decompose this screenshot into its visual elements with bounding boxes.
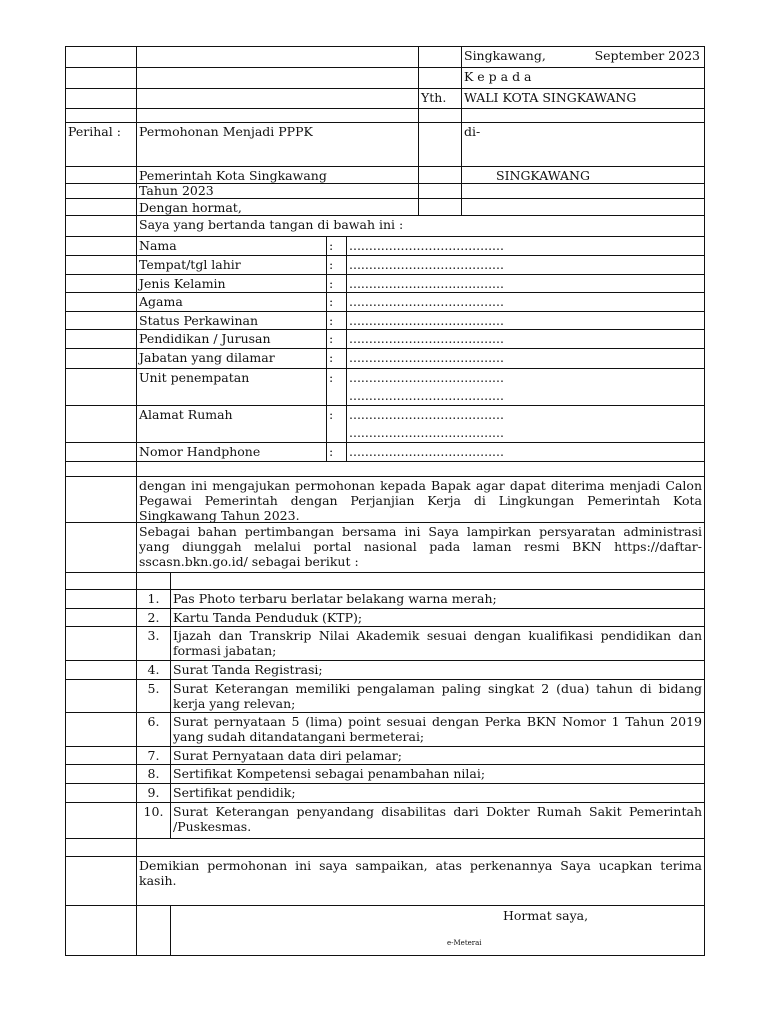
- header-left-cell: [65, 67, 137, 89]
- blank-left: [65, 236, 137, 256]
- yth-cell: Yth.: [418, 88, 462, 109]
- attachment-number: 3.: [136, 626, 171, 661]
- header-middle-cell: [136, 88, 419, 109]
- attachment-item: Surat Pernyataan data diri pelamar;: [170, 746, 705, 765]
- header-middle-cell: [136, 122, 419, 167]
- field-value: [346, 292, 705, 312]
- attachment-number: 10.: [136, 802, 171, 839]
- field-label: Nama: [136, 236, 327, 256]
- place: Singkawang,: [464, 48, 546, 63]
- blank-left: [65, 679, 137, 713]
- dotted-line: .......................................: [349, 350, 504, 365]
- blank-left: [65, 802, 137, 839]
- attachment-item: Sertifikat Kompetensi sebagai penambahan nilai;: [170, 764, 705, 784]
- subject-line: Permohonan Menjadi PPPK: [139, 124, 313, 139]
- field-label: Agama: [136, 292, 327, 312]
- field-value: [346, 405, 705, 443]
- blank-left: [65, 572, 137, 590]
- subject-line: Tahun 2023: [139, 183, 214, 198]
- attachment-number: 5.: [136, 679, 171, 713]
- subject-line: Pemerintah Kota Singkawang: [139, 168, 327, 183]
- blank-left: [65, 461, 137, 477]
- attachment-item: Pas Photo terbaru berlatar belakang warna merah;: [170, 589, 705, 609]
- header-left-cell: [65, 88, 137, 109]
- blank-left: [65, 368, 137, 406]
- header-middle-cell: [136, 46, 419, 68]
- header-right-cell: [461, 166, 705, 184]
- request-paragraph: dengan ini mengajukan permohonan kepada Bapak agar dapat diterima menjadi Calon Pegawai Pemerintah dengan Perjanjian Kerja di Lingkungan Pemerintah Kota Singkawang Tahun 2023.: [136, 476, 705, 523]
- header-left-cell: Perihal :: [65, 122, 137, 167]
- closing-paragraph: Demikian permohonan ini saya sampaikan, atas perkenannya Saya ucapkan terima kasih.: [136, 856, 705, 906]
- blank-num: [136, 905, 171, 956]
- dotted-line: .......................................: [349, 370, 504, 385]
- header-middle-cell: [136, 108, 419, 123]
- attachment-item: Surat Keterangan memiliki pengalaman paling singkat 2 (dua) tahun di bidang kerja yang relevan;: [170, 679, 705, 713]
- blank-left: [65, 856, 137, 906]
- header-right-cell: di-: [461, 122, 705, 167]
- blank-left: [65, 626, 137, 661]
- field-colon: :: [326, 274, 347, 293]
- dotted-line: .......................................: [349, 331, 504, 346]
- blank-left: [65, 255, 137, 275]
- field-colon: :: [326, 236, 347, 256]
- dotted-line: .......................................: [349, 313, 504, 328]
- field-value: [346, 255, 705, 275]
- attachment-number: 6.: [136, 712, 171, 747]
- blank-left: [65, 660, 137, 680]
- subject-line: Dengan hormat,: [139, 200, 242, 215]
- field-label: Jenis Kelamin: [136, 274, 327, 293]
- yth-cell: [418, 122, 462, 167]
- blank-left: [65, 838, 137, 857]
- field-value: [346, 236, 705, 256]
- field-colon: :: [326, 405, 347, 443]
- signature-area: [170, 905, 705, 956]
- yth-cell: [418, 108, 462, 123]
- attachment-number: 8.: [136, 764, 171, 784]
- header-middle-cell: [136, 67, 419, 89]
- field-label: Nomor Handphone: [136, 442, 327, 462]
- yth-cell: [418, 198, 462, 216]
- yth-cell: [418, 183, 462, 199]
- header-right-cell: [461, 46, 705, 68]
- field-colon: :: [326, 442, 347, 462]
- attachment-item: Surat Keterangan penyandang disabilitas dari Dokter Rumah Sakit Pemerintah /Puskesmas.: [170, 802, 705, 839]
- attachment-number: 2.: [136, 608, 171, 627]
- yth-cell: [418, 166, 462, 184]
- blank-row: [136, 838, 705, 857]
- blank-left: [65, 746, 137, 765]
- field-value: [346, 274, 705, 293]
- header-middle-cell: [136, 198, 419, 216]
- yth-cell: [418, 67, 462, 89]
- dotted-line: .......................................: [349, 388, 504, 403]
- field-value: [346, 442, 705, 462]
- blank-left: [65, 608, 137, 627]
- blank-left: [65, 274, 137, 293]
- header-left-cell: [65, 183, 137, 199]
- field-value: [346, 368, 705, 406]
- blank-left: [65, 348, 137, 369]
- header-left-cell: [65, 198, 137, 216]
- blank-left: [65, 442, 137, 462]
- dotted-line: .......................................: [349, 257, 504, 272]
- blank-left: [65, 215, 137, 237]
- field-colon: :: [326, 292, 347, 312]
- attachment-number: 7.: [136, 746, 171, 765]
- attachment-item: Surat pernyataan 5 (lima) point sesuai dengan Perka BKN Nomor 1 Tahun 2019 yang sudah ditandatangani bermeterai;: [170, 712, 705, 747]
- field-label: Status Perkawinan: [136, 311, 327, 330]
- field-colon: :: [326, 329, 347, 349]
- e-meterai-label: e-Meterai: [447, 939, 482, 947]
- blank-left: [65, 712, 137, 747]
- field-label: Pendidikan / Jurusan: [136, 329, 327, 349]
- attachment-item: Ijazah dan Transkrip Nilai Akademik sesuai dengan kualifikasi pendidikan dan formasi jabatan;: [170, 626, 705, 661]
- header-left-cell: [65, 46, 137, 68]
- field-label: Jabatan yang dilamar: [136, 348, 327, 369]
- dotted-line: .......................................: [349, 407, 504, 422]
- header-right-cell: K e p a d a: [461, 67, 705, 89]
- blank-num: [136, 572, 171, 590]
- header-left-cell: [65, 108, 137, 123]
- blank-row: [170, 572, 705, 590]
- dotted-line: .......................................: [349, 444, 504, 459]
- yth-cell: [418, 46, 462, 68]
- field-label: Alamat Rumah: [136, 405, 327, 443]
- dotted-line: .......................................: [349, 238, 504, 253]
- blank-left: [65, 476, 137, 523]
- attachment-item: Sertifikat pendidik;: [170, 783, 705, 803]
- field-colon: :: [326, 311, 347, 330]
- field-label: Unit penempatan: [136, 368, 327, 406]
- header-left-cell: [65, 166, 137, 184]
- field-colon: :: [326, 368, 347, 406]
- header-middle-cell: [136, 166, 419, 198]
- field-colon: :: [326, 255, 347, 275]
- field-value: [346, 329, 705, 349]
- field-value: [346, 311, 705, 330]
- blank-left: [65, 311, 137, 330]
- blank-left: [65, 329, 137, 349]
- attachment-item: Surat Tanda Registrasi;: [170, 660, 705, 680]
- dotted-line: .......................................: [349, 294, 504, 309]
- blank-left: [65, 783, 137, 803]
- city: SINGKAWANG: [496, 168, 590, 183]
- header-right-cell: [461, 183, 705, 199]
- hormat-saya: Hormat saya,: [503, 908, 589, 923]
- intro-text: Saya yang bertanda tangan di bawah ini :: [136, 215, 705, 237]
- blank-left: [65, 589, 137, 609]
- field-label: Tempat/tgl lahir: [136, 255, 327, 275]
- attachment-paragraph: Sebagai bahan pertimbangan bersama ini Saya lampirkan persyaratan administrasi yang diunggah melalui portal nasional pada laman resmi BKN https://daftar-sscasn.bkn.go.id/ sebagai berikut :: [136, 522, 705, 573]
- field-value: [346, 348, 705, 369]
- header-right-cell: [461, 108, 705, 123]
- blank-left: [65, 522, 137, 573]
- dotted-line: .......................................: [349, 425, 504, 440]
- attachment-item: Kartu Tanda Penduduk (KTP);: [170, 608, 705, 627]
- blank-left: [65, 905, 137, 956]
- header-right-cell: [461, 198, 705, 216]
- date: September 2023: [594, 48, 700, 63]
- blank-left: [65, 764, 137, 784]
- header-middle-cell: [136, 183, 419, 199]
- header-right-cell: WALI KOTA SINGKAWANG: [461, 88, 705, 109]
- blank-row: [136, 461, 705, 477]
- blank-left: [65, 405, 137, 443]
- dotted-line: .......................................: [349, 276, 504, 291]
- attachment-number: 9.: [136, 783, 171, 803]
- field-colon: :: [326, 348, 347, 369]
- attachment-number: 1.: [136, 589, 171, 609]
- attachment-number: 4.: [136, 660, 171, 680]
- blank-left: [65, 292, 137, 312]
